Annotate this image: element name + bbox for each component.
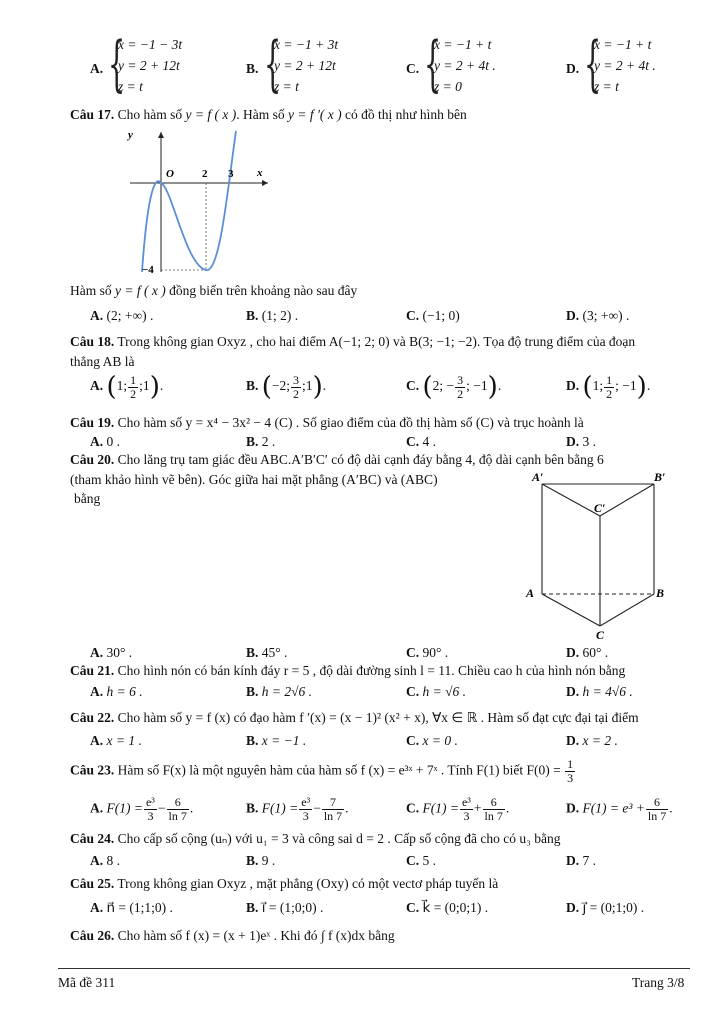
q25-stem: Câu 25. Trong không gian Oxyz , mặt phẳng (Oxy) có một vectơ pháp tuyến là bbox=[70, 876, 499, 891]
edge-bc bbox=[600, 594, 654, 626]
label-b: B bbox=[656, 586, 665, 600]
q23-stem: Câu 23. Hàm số F(x) là một nguyên hàm của hàm số f (x) = e³ˣ + 7ˣ . Tính F(1) biết F(0) = $\frac{1}{3}$ bbox=[70, 757, 574, 785]
q21-option-d: D. h = 4√6 . bbox=[566, 684, 633, 699]
q16-option-d-system: { x = −1 + t y = 2 + 4t . z = t bbox=[584, 29, 656, 99]
q20-stem-line2: (tham khảo hình vẽ bên). Góc giữa hai mặt phẳng (A′BC) và (ABC) bbox=[70, 472, 438, 487]
q19-stem: Câu 19. Cho hàm số y = x⁴ − 3x² − 4 (C) . Số giao điểm của đồ thị hàm số (C) và trục hoành là bbox=[70, 415, 584, 430]
q26-stem: Câu 26. Cho hàm số f (x) = (x + 1)eˣ . Khi đó ∫ f (x)dx bằng bbox=[70, 928, 395, 943]
q25-option-d: D. j⃗ = (0;1;0) . bbox=[566, 900, 645, 915]
q21-option-b: B. h = 2√6 . bbox=[246, 684, 313, 699]
q25-option-b: B. i⃗ = (1;0;0) . bbox=[246, 900, 324, 915]
label-a1: A′ bbox=[532, 470, 544, 484]
q16-option-c-label: C. bbox=[406, 61, 420, 76]
q22-option-d: D. x = 2 . bbox=[566, 733, 618, 748]
q16-option-b-system: { x = −1 + 3t y = 2 + 12t z = t bbox=[264, 29, 339, 99]
q22-option-c: C. x = 0 . bbox=[406, 733, 458, 748]
q24-stem: Câu 24. Cho cấp số cộng (uₙ) với u₁ = 3 và công sai d = 2 . Cấp số cộng đã cho có u₃ bằng bbox=[70, 831, 561, 846]
q17-derivative-graph bbox=[124, 126, 274, 278]
q18-option-d: D. (1; $\frac{1}{2}$ ; −1). bbox=[566, 372, 651, 402]
tick-2: 2 bbox=[202, 168, 208, 180]
q19-option-a: A. 0 . bbox=[90, 434, 120, 449]
q20-option-a: A. 30° . bbox=[90, 645, 133, 660]
q16-option-c-system: { x = −1 + t y = 2 + 4t . z = 0 bbox=[424, 29, 496, 99]
x-axis-arrow-icon bbox=[262, 180, 268, 186]
label-a: A bbox=[526, 586, 535, 600]
derivative-curve bbox=[142, 131, 236, 272]
q20-prism-figure bbox=[520, 470, 680, 642]
q20-stem-line3: bằng bbox=[74, 491, 101, 506]
y-axis-arrow-icon bbox=[158, 132, 164, 138]
q18-stem-line2: thẳng AB là bbox=[70, 354, 135, 369]
q19-option-c: C. 4 . bbox=[406, 434, 436, 449]
x-label: x bbox=[257, 167, 263, 179]
q24-option-a: A. 8 . bbox=[90, 853, 120, 868]
q22-option-a: A. x = 1 . bbox=[90, 733, 142, 748]
q24-option-b: B. 9 . bbox=[246, 853, 276, 868]
q18-option-b: B. (−2; $\frac{3}{2}$ ;1). bbox=[246, 372, 327, 402]
q21-stem: Câu 21. Cho hình nón có bán kính đáy r = 5 , độ dài đường sinh l = 11. Chiều cao h của hình nón bằng bbox=[70, 663, 626, 678]
origin-label: O bbox=[166, 168, 174, 180]
tick-3: 3 bbox=[228, 168, 234, 180]
q20-option-c: C. 90° . bbox=[406, 645, 449, 660]
q17-option-d: D. (3; +∞) . bbox=[566, 308, 630, 323]
q16-option-b-label: B. bbox=[246, 61, 259, 76]
q23-option-b: B. F(1) = $\frac{\text{e³}}{3}$ − $\frac{7}{\ln 7}$ . bbox=[246, 795, 349, 823]
footer-exam-code: Mã đề 311 bbox=[58, 975, 116, 990]
q16-option-d-label: D. bbox=[566, 61, 580, 76]
q17-ask: Hàm số y = f ( x ) đồng biến trên khoảng nào sau đây bbox=[70, 283, 358, 298]
q16-option-a-system: { x = −1 − 3t y = 2 + 12t z = t bbox=[108, 29, 183, 99]
q23-option-c: C. F(1) = $\frac{\text{e³}}{3}$ + $\frac{6}{\ln 7}$ . bbox=[406, 795, 510, 823]
y-label: y bbox=[128, 129, 133, 141]
q24-option-d: D. 7 . bbox=[566, 853, 596, 868]
tick-minus4: −4 bbox=[142, 264, 154, 276]
q19-option-b: B. 2 . bbox=[246, 434, 276, 449]
q23-option-a: A. F(1) = $\frac{\text{e³}}{3}$ − $\frac{6}{\ln 7}$ . bbox=[90, 795, 194, 823]
footer-page-number: Trang 3/8 bbox=[632, 975, 685, 990]
label-b1: B′ bbox=[654, 470, 666, 484]
q21-option-c: C. h = √6 . bbox=[406, 684, 467, 699]
q18-stem: Câu 18. Trong không gian Oxyz , cho hai điểm A(−1; 2; 0) và B(3; −1; −2). Tọa độ trung điểm của đoạn bbox=[70, 334, 636, 349]
label-c: C bbox=[596, 628, 605, 642]
q25-option-a: A. n⃗ = (1;1;0) . bbox=[90, 900, 173, 915]
q17-option-c: C. (−1; 0) bbox=[406, 308, 460, 323]
q22-option-b: B. x = −1 . bbox=[246, 733, 307, 748]
q17-option-b: B. (1; 2) . bbox=[246, 308, 299, 323]
q22-stem: Câu 22. Cho hàm số y = f (x) có đạo hàm f ′(x) = (x − 1)² (x² + x), ∀x ∈ ℝ . Hàm số đạt cực đại tại điểm bbox=[70, 710, 639, 725]
q23-option-d: D. F(1) = e³ + $\frac{6}{\ln 7}$ . bbox=[566, 795, 673, 823]
q24-option-c: C. 5 . bbox=[406, 853, 436, 868]
q17-option-a: A. (2; +∞) . bbox=[90, 308, 154, 323]
edge-ac bbox=[542, 594, 600, 626]
q25-option-c: C. k⃗ = (0;0;1) . bbox=[406, 900, 489, 915]
edge-a1c1 bbox=[542, 484, 600, 516]
label-c1: C′ bbox=[594, 501, 606, 515]
q16-option-a-label: A. bbox=[90, 61, 104, 76]
q17-stem: Câu 17. Cho hàm số y = f ( x ). Hàm số y = f ′( x ) có đồ thị như hình bên bbox=[70, 107, 467, 122]
q18-option-a: A. (1; $\frac{1}{2}$ ;1). bbox=[90, 372, 164, 402]
q20-stem: Câu 20. Cho lăng trụ tam giác đều ABC.A′B′C′ có độ dài cạnh đáy bằng 4, độ dài cạnh bên bằng 6 bbox=[70, 452, 604, 467]
q18-option-c: C. (2; − $\frac{3}{2}$ ; −1). bbox=[406, 372, 502, 402]
q20-option-b: B. 45° . bbox=[246, 645, 288, 660]
edge-b1c1 bbox=[600, 484, 654, 516]
q19-option-d: D. 3 . bbox=[566, 434, 596, 449]
footer-divider bbox=[58, 968, 690, 969]
q20-option-d: D. 60° . bbox=[566, 645, 609, 660]
q21-option-a: A. h = 6 . bbox=[90, 684, 143, 699]
